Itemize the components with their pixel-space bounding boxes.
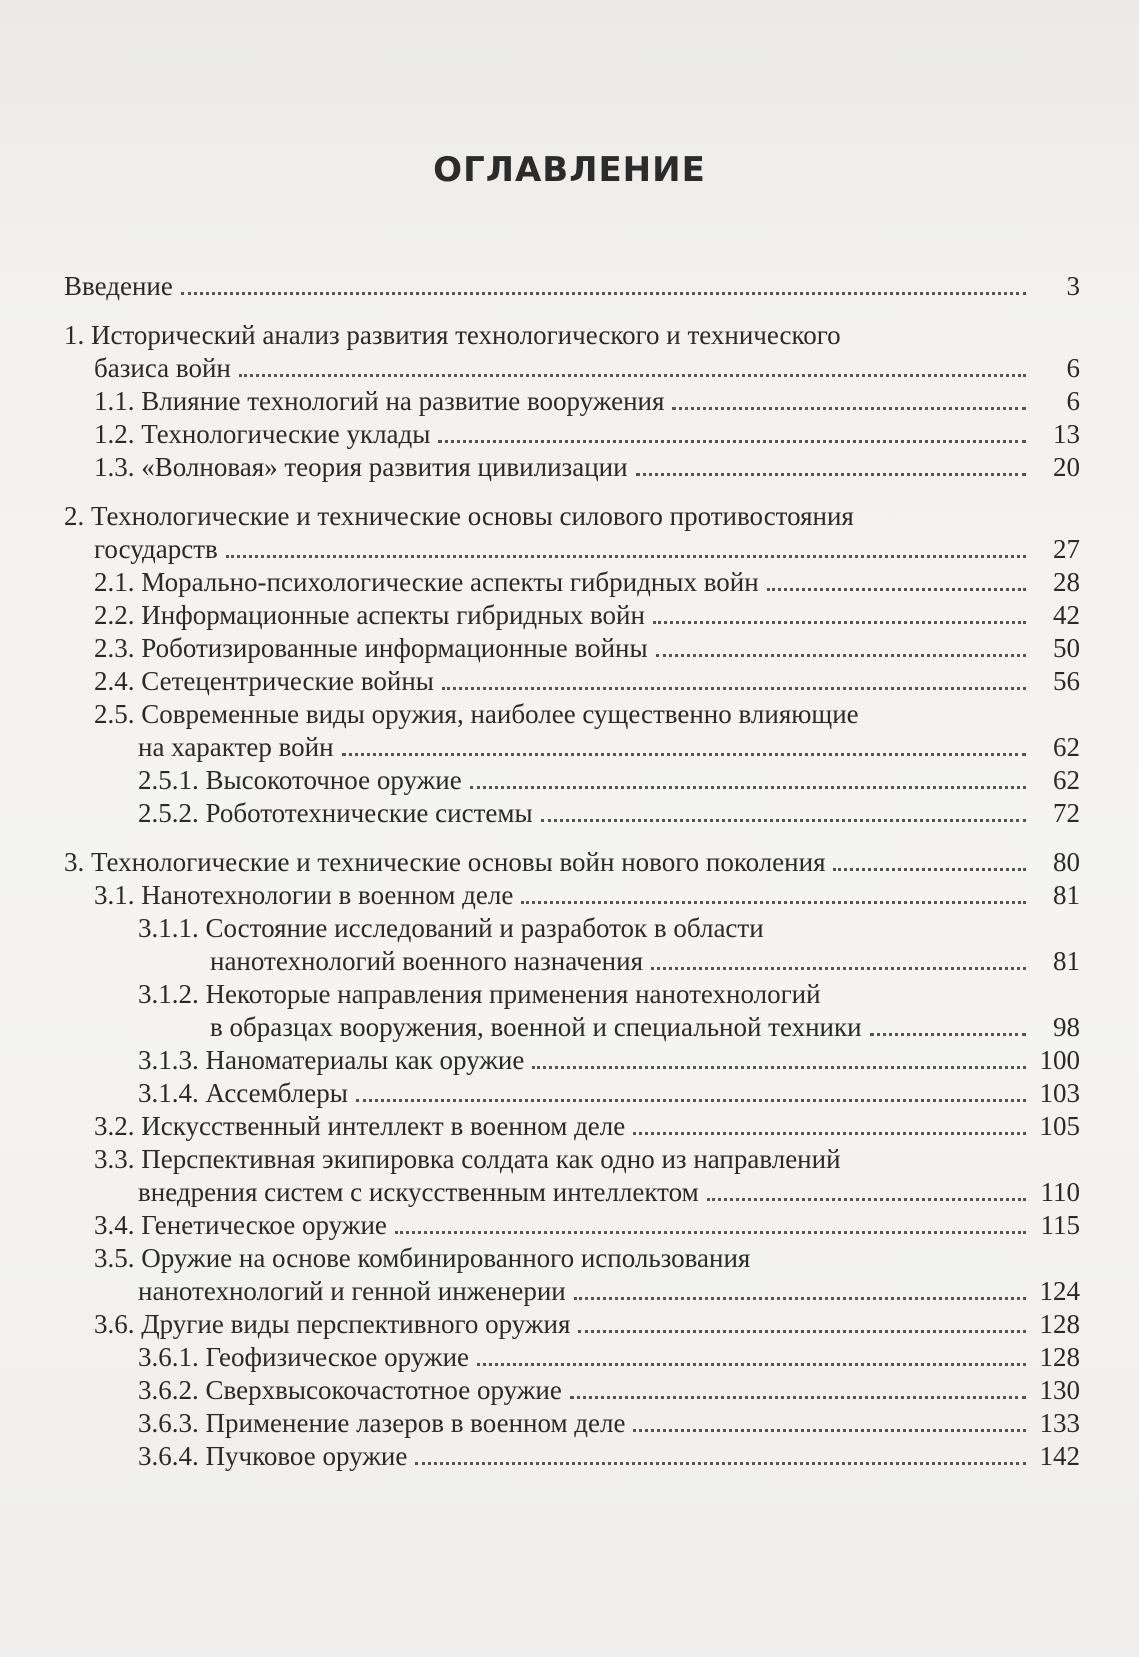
toc-page-number: 56 (1053, 666, 1080, 696)
toc-entry[interactable] (60, 1374, 1080, 1407)
toc-page-number: 98 (1053, 1012, 1080, 1042)
toc-entry[interactable] (60, 978, 1080, 1044)
toc-page-number: 110 (1040, 1177, 1080, 1207)
toc-entry-title-line: 2.5. Современные виды оружия, наиболее существенно влияющие (94, 699, 859, 729)
toc-page-number: 142 (1039, 1441, 1080, 1471)
table-of-contents (60, 270, 1080, 1473)
toc-entry[interactable] (60, 1143, 1080, 1209)
dot-leader (541, 819, 1026, 822)
toc-entry[interactable] (60, 1308, 1080, 1341)
toc-entry[interactable] (60, 599, 1080, 632)
toc-entry[interactable] (60, 846, 1080, 879)
dot-leader (395, 1231, 1026, 1234)
toc-page-number: 13 (1053, 419, 1080, 449)
toc-entry-title: нанотехнологий военного назначения (210, 946, 644, 976)
toc-entry[interactable] (60, 500, 1080, 566)
toc-entry[interactable] (60, 665, 1080, 698)
toc-page-number: 128 (1039, 1309, 1080, 1339)
toc-entry-title: 3.1.4. Ассемблеры (138, 1078, 348, 1108)
toc-entry-title-line: 1. Исторический анализ развития технологического и технического (64, 320, 841, 350)
dot-leader (438, 440, 1026, 443)
dot-leader (707, 1198, 1026, 1201)
toc-page-number: 62 (1053, 732, 1080, 762)
toc-entry[interactable] (60, 879, 1080, 912)
toc-entry[interactable] (60, 451, 1080, 484)
toc-entry-title: 3.6. Другие виды перспективного оружия (94, 1309, 571, 1339)
toc-page-number: 62 (1053, 765, 1080, 795)
toc-entry[interactable] (60, 1044, 1080, 1077)
dot-leader (672, 407, 1026, 410)
toc-page-number: 3 (1066, 271, 1080, 301)
toc-entry[interactable] (60, 1110, 1080, 1143)
dot-leader (342, 753, 1026, 756)
toc-entry-title-line: 3.1.1. Состояние исследований и разработок в области (138, 913, 764, 943)
toc-page-number: 115 (1040, 1210, 1080, 1240)
toc-entry-title: 2.3. Роботизированные информационные войны (94, 633, 648, 663)
toc-entry-title: 1.2. Технологические уклады (94, 419, 431, 449)
toc-entry-title: в образцах вооружения, военной и специальной техники (210, 1012, 862, 1042)
toc-page-number: 124 (1039, 1276, 1080, 1306)
toc-entry-title: 3. Технологические и технические основы войн нового поколения (64, 847, 826, 877)
toc-entry[interactable] (60, 270, 1080, 303)
dot-leader (767, 588, 1026, 591)
toc-page-number: 130 (1039, 1375, 1080, 1405)
toc-entry-title: 2.4. Сетецентрические войны (94, 666, 434, 696)
toc-entry-title: 3.6.1. Геофизическое оружие (138, 1342, 470, 1372)
dot-leader (532, 1066, 1026, 1069)
toc-page-number: 80 (1053, 847, 1080, 877)
dot-leader (633, 1132, 1026, 1135)
toc-entry[interactable] (60, 566, 1080, 599)
toc-entry[interactable] (60, 1209, 1080, 1242)
toc-entry-title: государств (94, 534, 218, 564)
toc-entry[interactable] (60, 418, 1080, 451)
toc-entry[interactable] (60, 1077, 1080, 1110)
dot-leader (570, 1396, 1026, 1399)
toc-entry[interactable] (60, 764, 1080, 797)
dot-leader (633, 1429, 1026, 1432)
page-title: ОГЛАВЛЕНИЕ (433, 150, 706, 190)
toc-entry[interactable] (60, 1341, 1080, 1374)
dot-leader (636, 473, 1026, 476)
dot-leader (833, 868, 1026, 871)
toc-entry-title: 2.5.2. Робототехнические системы (138, 798, 533, 828)
toc-page-number: 100 (1039, 1045, 1080, 1075)
toc-entry-title: 3.2. Искусственный интеллект в военном деле (94, 1111, 626, 1141)
toc-entry-title: 2.1. Морально-психологические аспекты гибридных войн (94, 567, 759, 597)
toc-entry-title: 3.4. Генетическое оружие (94, 1210, 387, 1240)
toc-entry-title: Введение (64, 271, 173, 301)
dot-leader (578, 1330, 1026, 1333)
toc-entry-title-line: 3.5. Оружие на основе комбинированного использования (94, 1243, 751, 1273)
toc-entry-title: 1.1. Влияние технологий на развитие вооружения (94, 386, 665, 416)
toc-entry-title: 3.6.3. Применение лазеров в военном деле (138, 1408, 626, 1438)
toc-entry-title: 3.6.2. Сверхвысокочастотное оружие (138, 1375, 562, 1405)
dot-leader (415, 1462, 1026, 1465)
toc-page-number: 72 (1053, 798, 1080, 828)
dot-leader (477, 1363, 1026, 1366)
toc-entry[interactable] (60, 698, 1080, 764)
toc-entry-title: базиса войн (94, 353, 231, 383)
toc-entry[interactable] (60, 319, 1080, 385)
toc-page-number: 105 (1039, 1111, 1080, 1141)
dot-leader (356, 1099, 1026, 1102)
dot-leader (442, 687, 1026, 690)
toc-entry-title: 3.1. Нанотехнологии в военном деле (94, 880, 514, 910)
toc-entry[interactable] (60, 1242, 1080, 1308)
dot-leader (653, 621, 1026, 624)
dot-leader (870, 1033, 1026, 1036)
toc-entry[interactable] (60, 385, 1080, 418)
toc-page-number: 27 (1053, 534, 1080, 564)
toc-page-number: 133 (1039, 1408, 1080, 1438)
dot-leader (656, 654, 1026, 657)
toc-entry-title: 2.5.1. Высокоточное оружие (138, 765, 462, 795)
toc-entry-title: 3.1.3. Наноматериалы как оружие (138, 1045, 525, 1075)
dot-leader (239, 374, 1026, 377)
toc-entry-title: нанотехнологий и генной инженерии (138, 1276, 566, 1306)
toc-entry-title: 3.6.4. Пучковое оружие (138, 1441, 408, 1471)
toc-entry[interactable] (60, 797, 1080, 830)
dot-leader (651, 967, 1026, 970)
dot-leader (470, 786, 1026, 789)
toc-page-number: 81 (1053, 946, 1080, 976)
toc-entry[interactable] (60, 1440, 1080, 1473)
toc-entry-title-line: 2. Технологические и технические основы силового противостояния (64, 501, 854, 531)
toc-page-number: 81 (1053, 880, 1080, 910)
dot-leader (226, 555, 1026, 558)
toc-entry-title: на характер войн (138, 732, 334, 762)
toc-entry-title: 2.2. Информационные аспекты гибридных войн (94, 600, 645, 630)
toc-entry-title: внедрения систем с искусственным интеллектом (138, 1177, 699, 1207)
toc-entry-title: 1.3. «Волновая» теория развития цивилизации (94, 452, 628, 482)
toc-page-number: 20 (1053, 452, 1080, 482)
dot-leader (181, 292, 1026, 295)
dot-leader (574, 1297, 1026, 1300)
toc-page-number: 128 (1039, 1342, 1080, 1372)
toc-entry[interactable] (60, 1407, 1080, 1440)
toc-page-number: 50 (1053, 633, 1080, 663)
toc-page-number: 42 (1053, 600, 1080, 630)
toc-page-number: 6 (1066, 353, 1080, 383)
toc-page-number: 103 (1039, 1078, 1080, 1108)
toc-entry-title-line: 3.3. Перспективная экипировка солдата как одно из направлений (94, 1144, 841, 1174)
toc-page-number: 6 (1066, 386, 1080, 416)
toc-entry-title-line: 3.1.2. Некоторые направления применения нанотехнологий (138, 979, 821, 1009)
dot-leader (521, 901, 1026, 904)
toc-page-number: 28 (1053, 567, 1080, 597)
toc-entry[interactable] (60, 632, 1080, 665)
toc-entry[interactable] (60, 912, 1080, 978)
